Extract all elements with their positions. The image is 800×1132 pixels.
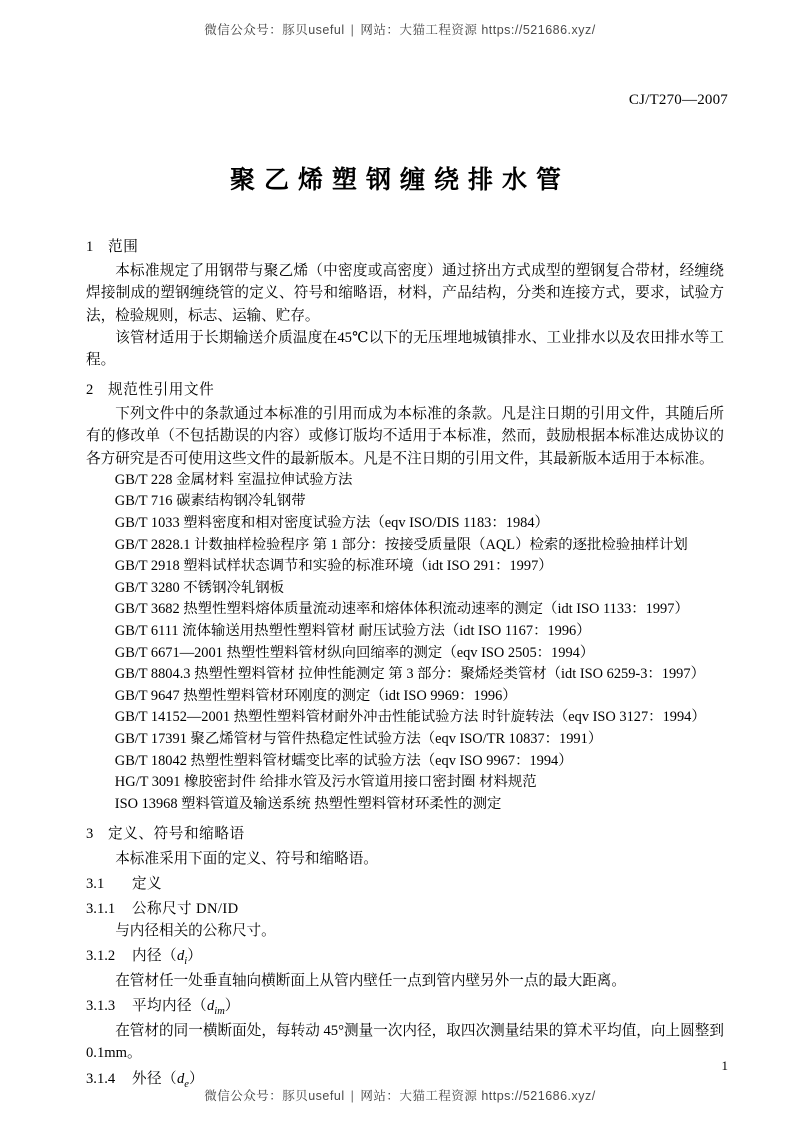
list-item: ISO 13968 塑料管道及输送系统 热塑性塑料管材环柔性的测定 — [114, 795, 502, 812]
clause-3-number: 3 — [86, 826, 94, 843]
list-item: GB/T 3682 热塑性塑料熔体质量流动速率和熔体体积流动速率的测定（idt ISO 1133：1997） — [114, 601, 689, 618]
clause-3-para-1: 本标准采用下面的定义、符号和缩略语。 — [115, 850, 378, 867]
list-item: GB/T 18042 热塑性塑料管材蠕变比率的试验方法（eqv ISO 9967：1994） — [114, 752, 573, 769]
clause-1-para-2: 该管材适用于长期输送介质温度在45℃以下的无压埋地城镇排水、工业排水以及农田排水等工程。 — [86, 329, 724, 368]
definition-3-1-3-term-end: ） — [224, 998, 240, 1015]
list-item: GB/T 2918 塑料试样状态调节和实验的标准环境（idt ISO 291：1997） — [114, 558, 553, 575]
page-number: 1 — [721, 1058, 728, 1073]
list-item: GB/T 9647 热塑性塑料管材环刚度的测定（idt ISO 9969：1996） — [114, 687, 517, 704]
normative-references-list — [86, 470, 724, 816]
definition-3-1-4-term: 外径（ — [132, 1070, 177, 1087]
clause-heading-3 — [86, 823, 724, 845]
definition-3-1-3-symbol-sub: im — [214, 1006, 225, 1018]
definition-3-1-1-text: 与内径相关的公称尺寸。 — [115, 923, 276, 940]
definition-3-1-3-symbol-d: d — [206, 998, 215, 1015]
watermark-site-value-bottom: 大猫工程资源 https://521686.xyz/ — [399, 1089, 596, 1103]
definition-3-1-2-term: 内径（ — [132, 948, 177, 965]
list-item: GB/T 6671—2001 热塑性塑料管材纵向回缩率的测定（eqv ISO 2505：1994） — [114, 644, 595, 661]
watermark-site-value: 大猫工程资源 https://521686.xyz/ — [399, 23, 596, 37]
list-item: GB/T 14152—2001 热塑性塑料管材耐外冲击性能试验方法 时针旋转法（eqv ISO 3127：1994） — [114, 709, 706, 726]
clause-2-number: 2 — [86, 382, 94, 399]
watermark-separator: | — [350, 23, 355, 37]
definition-3-1-4-symbol-d: d — [176, 1070, 185, 1087]
definition-heading-3-1-3 — [86, 995, 724, 1020]
clause-2-title: 规范性引用文件 — [108, 382, 215, 399]
watermark-wechat-label-bottom: 微信公众号： — [204, 1089, 283, 1103]
subclause-3-1-number: 3.1 — [86, 875, 105, 892]
definition-3-1-1-term: 公称尺寸 DN/ID — [132, 900, 239, 917]
definition-3-1-4-symbol-sub: e — [184, 1078, 189, 1090]
document-body — [86, 228, 724, 1092]
subclause-heading-3-1 — [86, 873, 724, 895]
clause-heading-1 — [86, 236, 724, 258]
list-item: GB/T 17391 聚乙烯管材与管件热稳定性试验方法（eqv ISO/TR 10837：1991） — [114, 731, 603, 748]
clause-1-para-1: 本标准规定了用钢带与聚乙烯（中密度或高密度）通过挤出方式成型的塑钢复合带材，经缠绕焊接制成的塑钢缠绕管的定义、符号和缩略语，材料，产品结构，分类和连接方式，要求，试验方法，检验规则，标志、运输、贮存。 — [86, 263, 724, 324]
subclause-3-1-title: 定义 — [132, 875, 162, 892]
clause-1-number: 1 — [86, 239, 94, 255]
list-item: GB/T 1033 塑料密度和相对密度试验方法（eqv ISO/DIS 1183：1984） — [114, 514, 549, 531]
page-title: 聚乙烯塑钢缠绕排水管 — [229, 165, 570, 194]
list-item: GB/T 8804.3 热塑性塑料管材 拉伸性能测定 第 3 部分：聚烯烃类管材（idt ISO 6259-3：1997） — [114, 666, 705, 683]
clause-3-title: 定义、符号和缩略语 — [108, 826, 245, 843]
definition-3-1-3-text: 在管材的同一横断面处，每转动 45°测量一次内径，取四次测量结果的算术平均值，向上圆整到0.1mm。 — [86, 1023, 724, 1062]
definition-3-1-2-term-end: ） — [187, 948, 202, 965]
definition-heading-3-1-1 — [86, 898, 724, 920]
list-item: GB/T 228 金属材料 室温拉伸试验方法 — [114, 471, 353, 488]
definition-3-1-2-symbol-d: d — [176, 948, 185, 965]
watermark-site-label-bottom: 网站： — [360, 1089, 400, 1103]
definition-3-1-1-number: 3.1.1 — [86, 900, 116, 917]
clause-2-para-1: 下列文件中的条款通过本标准的引用而成为本标准的条款。凡是注日期的引用文件，其随后所有的修改单（不包括勘误的内容）或修订版均不适用于本标准，然而，鼓励根据本标准达成协议的各方研究是否可使用这些文件的最新版本。凡是不注日期的引用文件，其最新版本适用于本标准。 — [86, 406, 724, 467]
watermark-site-label: 网站： — [360, 23, 400, 37]
list-item: GB/T 6111 流体输送用热塑性塑料管材 耐压试验方法（idt ISO 1167：1996） — [114, 622, 591, 639]
definition-3-1-3-number: 3.1.3 — [86, 998, 116, 1015]
watermark-wechat-label: 微信公众号： — [204, 23, 283, 37]
clause-heading-2 — [86, 379, 724, 401]
list-item: GB/T 2828.1 计数抽样检验程序 第 1 部分：按接受质量限（AQL）检索的逐批检验抽样计划 — [114, 536, 688, 553]
list-item: GB/T 3280 不锈钢冷轧钢板 — [114, 579, 285, 596]
definition-3-1-4-number: 3.1.4 — [86, 1070, 116, 1087]
definition-3-1-2-text: 在管材任一处垂直轴向横断面上从管内壁任一点到管内壁另外一点的最大距离。 — [115, 973, 626, 990]
standard-number: CJ/T270—2007 — [628, 92, 728, 108]
watermark-separator-bottom: | — [350, 1089, 355, 1103]
watermark-bottom — [0, 1086, 800, 1104]
list-item: GB/T 716 碳素结构钢冷轧钢带 — [114, 493, 306, 510]
definition-3-1-3-term: 平均内径（ — [132, 998, 207, 1015]
watermark-top — [0, 20, 800, 38]
definition-heading-3-1-2 — [86, 945, 724, 970]
clause-1-title: 范围 — [108, 239, 139, 255]
definition-3-1-2-number: 3.1.2 — [86, 948, 116, 965]
watermark-wechat-value-bottom: 豚贝useful — [282, 1089, 345, 1103]
watermark-wechat-value: 豚贝useful — [282, 23, 345, 37]
list-item: HG/T 3091 橡胶密封件 给排水管及污水管道用接口密封圈 材料规范 — [114, 774, 537, 791]
definition-3-1-2-symbol-sub: i — [184, 956, 188, 968]
definition-3-1-4-term-end: ） — [188, 1070, 204, 1087]
